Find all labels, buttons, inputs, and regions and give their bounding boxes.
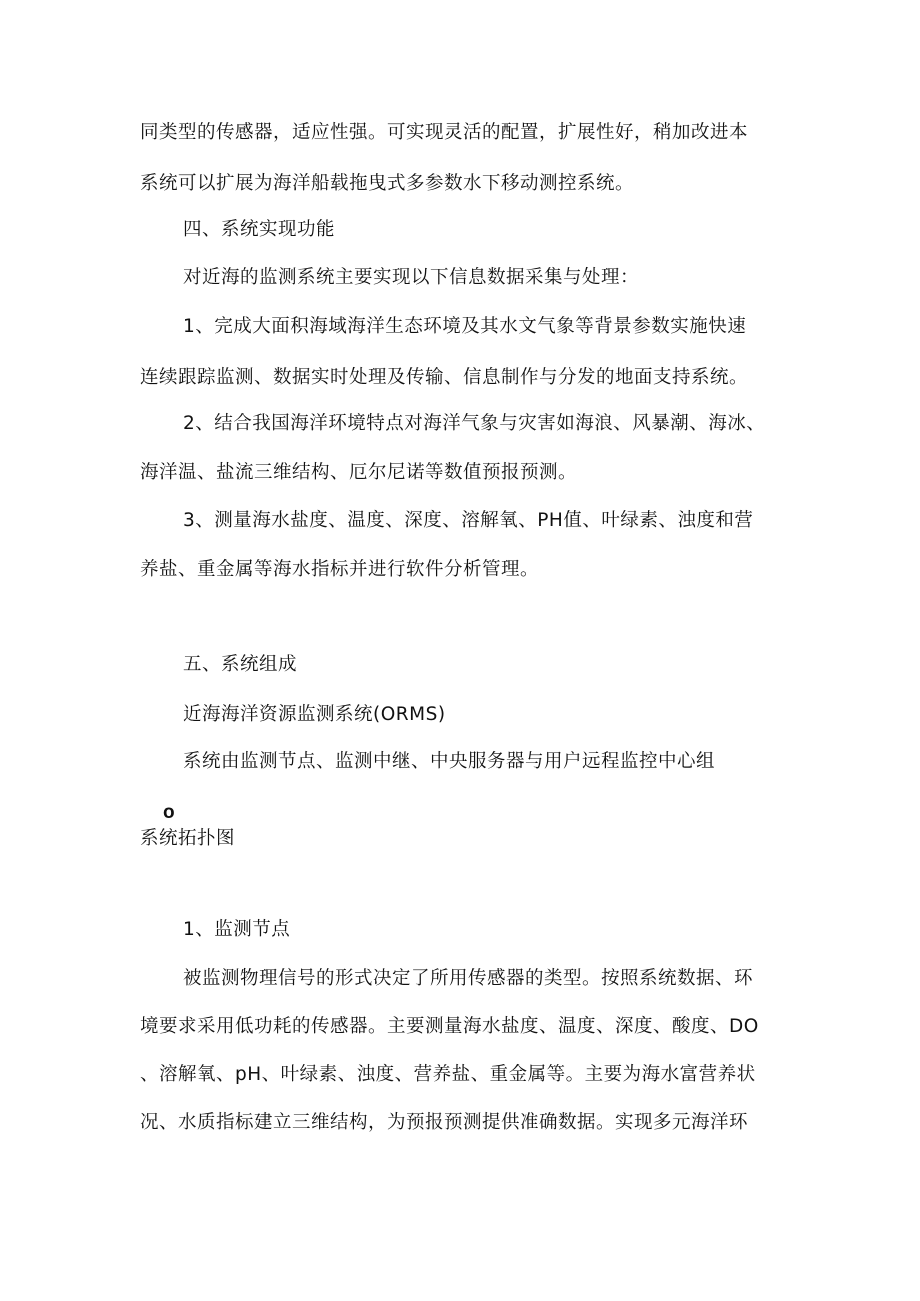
paragraph-line: 养盐、重金属等海水指标并进行软件分析管理。	[140, 559, 540, 580]
list-item-1: 1、完成大面积海域海洋生态环境及其水文气象等背景参数实施快速	[183, 316, 747, 337]
paragraph-line: 同类型的传感器，适应性强。可实现灵活的配置，扩展性好，稍加改进本	[140, 122, 749, 143]
list-item-3: 3、测量海水盐度、温度、深度、溶解氧、PH值、叶绿素、浊度和营	[183, 510, 754, 531]
paragraph-line: 境要求采用低功耗的传感器。主要测量海水盐度、温度、深度、酸度、DO	[140, 1016, 759, 1037]
figure-caption: 系统拓扑图	[140, 828, 236, 849]
subsection-heading-1: 1、监测节点	[183, 919, 291, 940]
section-heading-4: 四、系统实现功能	[183, 219, 336, 240]
paragraph-line: 对近海的监测系统主要实现以下信息数据采集与处理：	[183, 267, 640, 288]
paragraph-line: 连续跟踪监测、数据实时处理及传输、信息制作与分发的地面支持系统。	[140, 367, 749, 388]
section-heading-5: 五、系统组成	[183, 654, 298, 675]
paragraph-line: 近海海洋资源监测系统(ORMS)	[183, 704, 446, 725]
paragraph-line: 被监测物理信号的形式决定了所用传感器的类型。按照系统数据、环	[183, 968, 754, 989]
stray-character: o	[163, 802, 175, 823]
list-item-2: 2、结合我国海洋环境特点对海洋气象与灾害如海浪、风暴潮、海冰、	[183, 413, 766, 434]
paragraph-line: 系统由监测节点、监测中继、中央服务器与用户远程监控中心组	[183, 751, 716, 772]
paragraph-line: 海洋温、盐流三维结构、厄尔尼诺等数值预报预测。	[140, 462, 578, 483]
paragraph-line: 况、水质指标建立三维结构，为预报预测提供准确数据。实现多元海洋环	[140, 1112, 749, 1133]
paragraph-line: 、溶解氧、pH、叶绿素、浊度、营养盐、重金属等。主要为海水富营养状	[140, 1064, 756, 1085]
paragraph-line: 系统可以扩展为海洋船载拖曳式多参数水下移动测控系统。	[140, 173, 635, 194]
